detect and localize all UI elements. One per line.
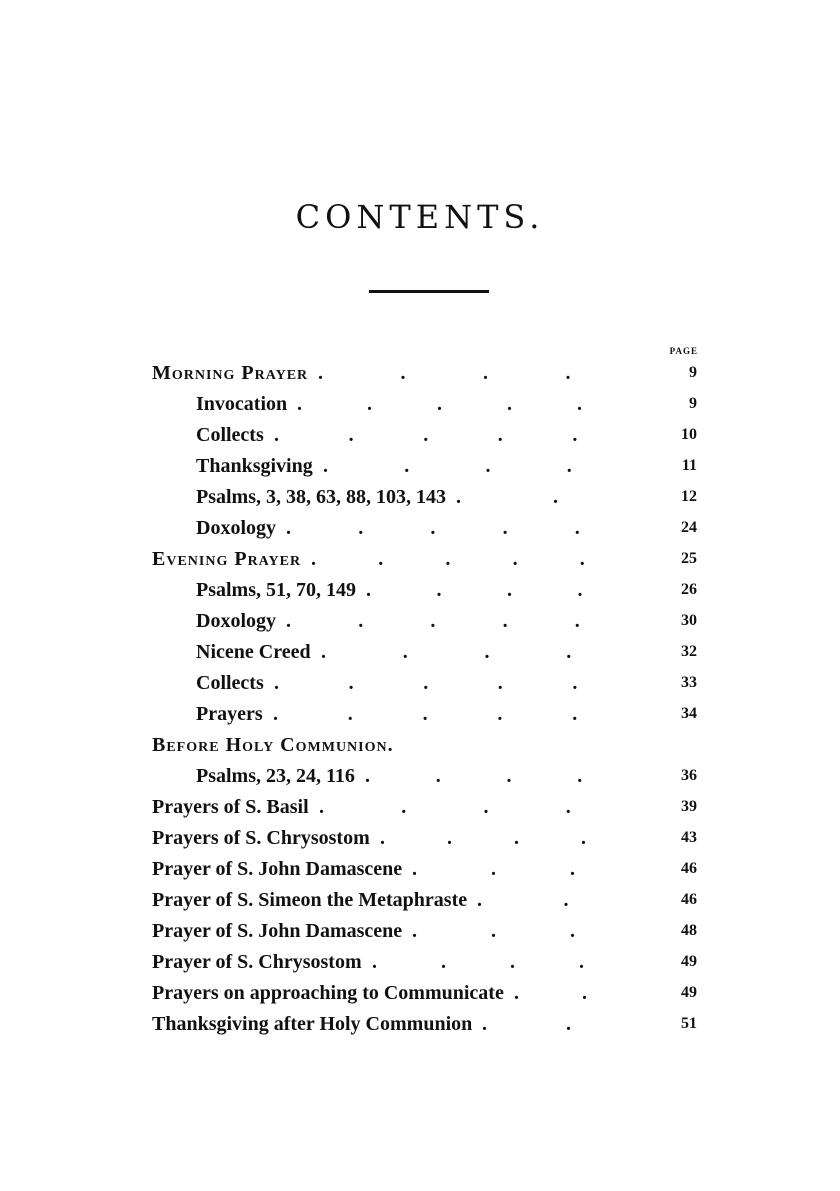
leader-dots: ..... — [274, 424, 647, 446]
leader-dots: .. — [456, 486, 650, 508]
toc-entry-title: Psalms, 51, 70, 149 — [196, 579, 356, 601]
leader-dots: .... — [380, 827, 648, 849]
leader-dots: ..... — [286, 517, 647, 539]
toc-entry-page: 30 — [681, 612, 697, 629]
leader-dots: ..... — [286, 610, 647, 632]
toc-entry-title: Thanksgiving after Holy Communion — [152, 1013, 473, 1035]
toc-entry-title: Doxology — [196, 517, 276, 539]
toc-entry-page: 26 — [681, 581, 697, 598]
leader-dots: .. — [477, 889, 650, 911]
toc-entry — [0, 885, 840, 915]
toc-entry-page: 33 — [681, 674, 697, 691]
toc-entry-title: Invocation — [196, 393, 288, 415]
toc-entry — [0, 358, 840, 388]
toc-entry — [0, 544, 840, 574]
toc-entry-title: Prayers of S. Chrysostom — [152, 827, 370, 849]
toc-entry — [0, 761, 840, 791]
toc-entry-title: Psalms, 23, 24, 116 — [196, 765, 355, 787]
toc-entry-page: 51 — [681, 1015, 697, 1032]
toc-entry-page: 49 — [681, 984, 697, 1001]
leader-dots: ... — [412, 920, 649, 942]
leader-dots: .... — [321, 641, 648, 663]
toc-entry-title: Prayer of S. John Damascene — [152, 920, 403, 942]
toc-entry — [0, 730, 840, 760]
leader-dots: .. — [482, 1013, 650, 1035]
leader-dots: .... — [318, 362, 648, 384]
leader-dots: .... — [319, 796, 648, 818]
toc-entry — [0, 482, 840, 512]
toc-entry-page: 32 — [681, 643, 697, 660]
toc-entry-page: 34 — [681, 705, 697, 722]
toc-entry-page: 11 — [681, 457, 697, 474]
toc-entry-page: 9 — [689, 364, 697, 381]
leader-dots: .... — [366, 579, 648, 601]
toc-entry-page: 12 — [681, 488, 697, 505]
toc-entry-page: 39 — [681, 798, 697, 815]
toc-entry-title: Prayer of S. Chrysostom — [152, 951, 362, 973]
toc-entry-page: 9 — [689, 395, 697, 412]
toc-entry-page: 25 — [681, 550, 697, 567]
toc-entry-title: Evening Prayer — [152, 548, 302, 570]
toc-entry — [0, 389, 840, 419]
toc-entry-page: 49 — [681, 953, 697, 970]
toc-entry-title: Collects — [196, 672, 264, 694]
toc-entry-title: Prayers of S. Basil — [152, 796, 309, 818]
leader-dots: ... — [412, 858, 649, 880]
toc-entry — [0, 947, 840, 977]
toc-entry-title: Doxology — [196, 610, 276, 632]
toc-entry-title: Morning Prayer — [152, 362, 309, 384]
title-rule — [369, 290, 489, 293]
toc-entry — [0, 420, 840, 450]
toc-entry — [0, 699, 840, 729]
leader-dots: ..... — [273, 703, 647, 725]
toc-entry-page: 36 — [681, 767, 697, 784]
toc-entry-title: Prayers — [196, 703, 263, 725]
toc-entry — [0, 823, 840, 853]
toc-entry — [0, 1009, 840, 1039]
toc-entry-page: 24 — [681, 519, 697, 536]
leader-dots: ..... — [311, 548, 647, 570]
leader-dots: .. — [514, 982, 650, 1004]
toc-entry — [0, 606, 840, 636]
toc-entry-page: 46 — [681, 860, 697, 877]
toc-entry-page: 48 — [681, 922, 697, 939]
toc-entry-title: Psalms, 3, 38, 63, 88, 103, 143 — [196, 486, 446, 508]
toc-entry — [0, 978, 840, 1008]
toc-entry — [0, 637, 840, 667]
toc-entry-title: Nicene Creed — [196, 641, 311, 663]
leader-dots: ..... — [297, 393, 647, 415]
toc-entry — [0, 451, 840, 481]
toc-entry-title: Prayers on approaching to Communicate — [152, 982, 504, 1004]
toc-entry-title: Before Holy Communion. — [152, 734, 394, 756]
toc-entry — [0, 792, 840, 822]
toc-entry-title: Thanksgiving — [196, 455, 313, 477]
toc-entry-title: Prayer of S. Simeon the Metaphraste — [152, 889, 468, 911]
toc-entry-page: 43 — [681, 829, 697, 846]
toc-entry — [0, 513, 840, 543]
toc-entry-title: Prayer of S. John Damascene — [152, 858, 403, 880]
leader-dots: .... — [372, 951, 648, 973]
toc-entry — [0, 916, 840, 946]
page-column-label: PAGE — [669, 346, 698, 356]
leader-dots: ..... — [274, 672, 647, 694]
toc-entry-page: 10 — [681, 426, 697, 443]
toc-entry — [0, 854, 840, 884]
toc-entry-page: 46 — [681, 891, 697, 908]
leader-dots: .... — [365, 765, 648, 787]
toc-entry-title: Collects — [196, 424, 264, 446]
toc-entry — [0, 668, 840, 698]
leader-dots: .... — [323, 455, 648, 477]
toc-entry — [0, 575, 840, 605]
page-title: CONTENTS. — [295, 198, 545, 236]
